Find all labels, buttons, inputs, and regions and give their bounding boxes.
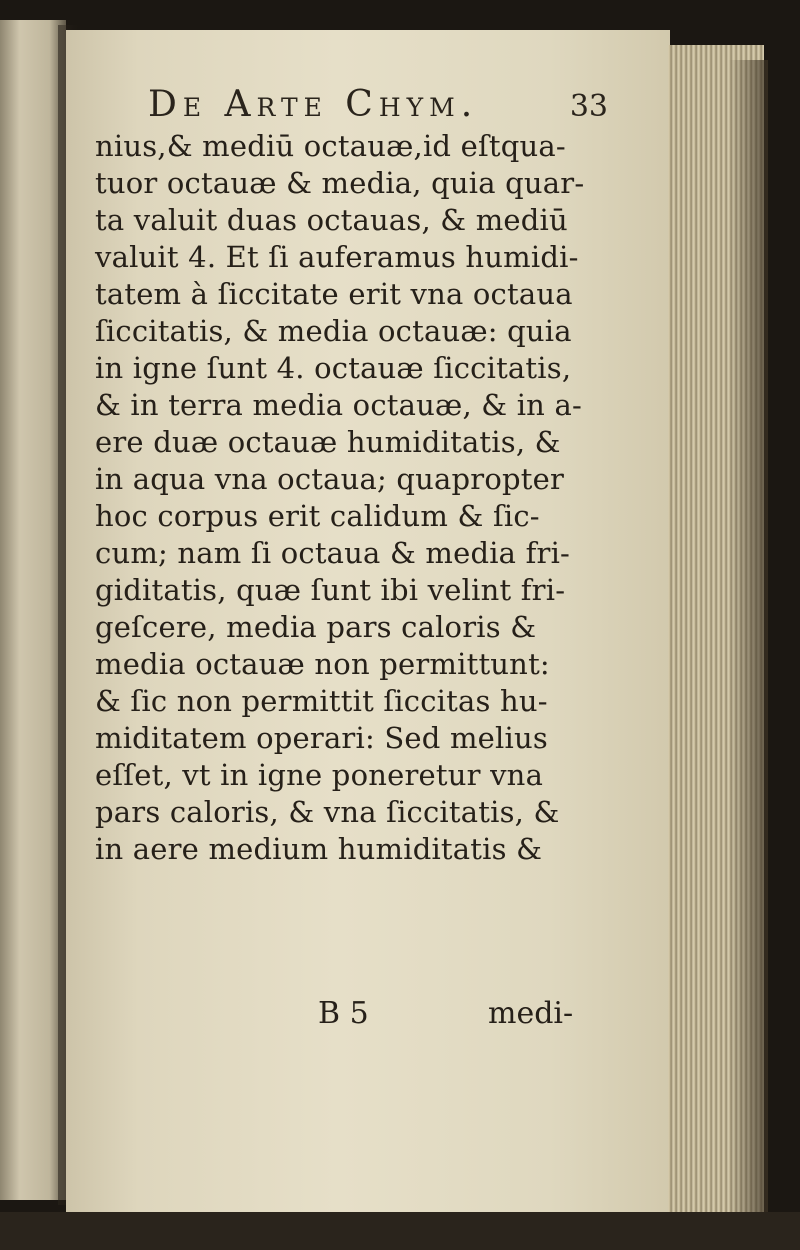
edge-shadow (728, 60, 768, 1220)
text-line: ere duæ octauæ humiditatis, & (95, 425, 561, 459)
text-line: in aere medium humiditatis & (95, 832, 543, 866)
text-line: cum; nam ſi octaua & media fri- (95, 536, 571, 570)
text-line: hoc corpus erit calidum & ſic- (95, 499, 540, 533)
text-line: eſſet, vt in igne poneretur vna (95, 758, 544, 792)
text-line: giditatis, quæ ſunt ibi velint fri- (95, 573, 566, 607)
running-head-title: De Arte Chym. (148, 84, 479, 125)
text-line: ſiccitatis, & media octauæ: quia (95, 314, 572, 348)
text-line: geſcere, media pars caloris & (95, 610, 537, 644)
text-line: in igne ſunt 4. octauæ ſiccitatis, (95, 351, 572, 385)
text-line: nius,& mediū octauæ,id eſtqua- (95, 129, 566, 163)
catchword: medi- (488, 996, 574, 1031)
text-line: ta valuit duas octauas, & mediū (95, 203, 568, 237)
facing-page-edge (0, 20, 66, 1200)
text-line: tatem à ſiccitate erit vna octaua (95, 277, 573, 311)
text-line: valuit 4. Et ſi auferamus humidi- (95, 240, 579, 274)
signature-mark: B 5 (318, 996, 369, 1031)
text-line: tuor octauæ & media, quia quar- (95, 166, 585, 200)
text-line: media octauæ non permittunt: (95, 647, 550, 681)
text-line: miditatem operari: Sed melius (95, 721, 548, 755)
text-line: & ſic non permittit ſiccitas hu- (95, 684, 548, 718)
running-head (148, 84, 608, 124)
text-line: pars caloris, & vna ſiccitatis, & (95, 795, 560, 829)
text-line: in aqua vna octaua; quapropter (95, 462, 565, 496)
page-number: 33 (569, 89, 608, 124)
body-text (95, 128, 615, 868)
dark-background (0, 1212, 800, 1250)
text-line: & in terra media octauæ, & in a- (95, 388, 582, 422)
